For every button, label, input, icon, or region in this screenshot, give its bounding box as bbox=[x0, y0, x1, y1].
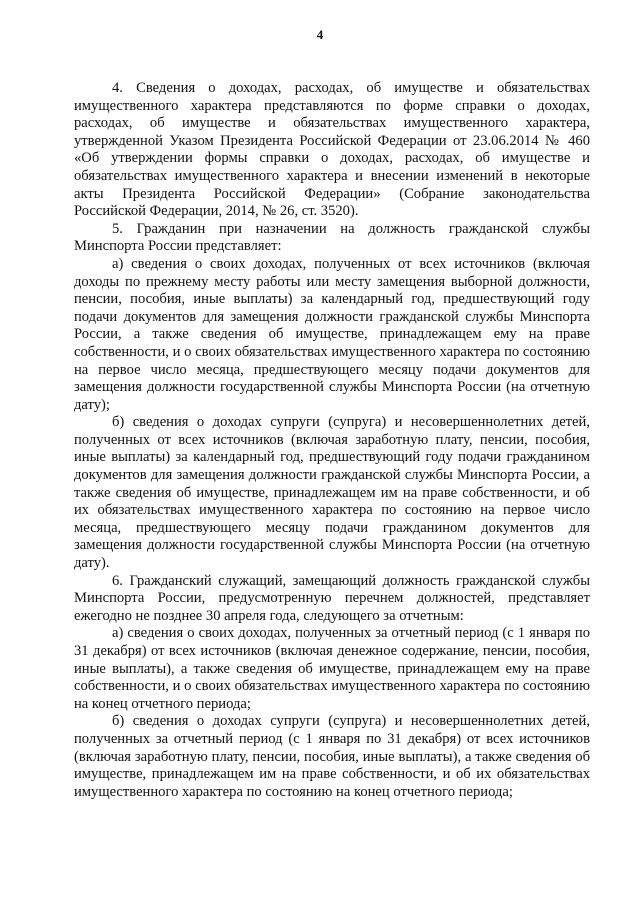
paragraph-5: 5. Гражданин при назначении на должность гражданской службы Минспорта России представляет: bbox=[74, 220, 590, 255]
paragraph-6a: а) сведения о своих доходах, полученных за отчетный период (с 1 января по 31 декабря) от всех источников (включая денежное содержание, пенсии, пособия, иные выплаты), а также сведения об имуществе, принадлежащем ему на праве собственности, и о своих обязательствах имущественного характера по состоянию на конец отчетного периода; bbox=[74, 625, 590, 712]
paragraph-5a: а) сведения о своих доходах, полученных от всех источников (включая доходы по прежнему месту работы или месту замещения выборной должности, пенсии, пособия, иные выплаты) за календарный год, предшествующий году подачи документов для замещения должности гражданской службы Минспорта России, а также сведения об имуществе, принадлежащем ему на праве собственности, и о своих обязательствах имущественного характера по состоянию на первое число месяца, предшествующего месяцу подачи документов для замещения должности государственной службы Минспорта России (на отчетную дату); bbox=[74, 255, 590, 413]
paragraph-5b: б) сведения о доходах супруги (супруга) и несовершеннолетних детей, полученных от всех источников (включая заработную плату, пенсии, пособия, иные выплаты) за календарный год, предшествующий году подачи гражданином документов для замещения должности гражданской службы Минспорта России, а также сведения об имуществе, принадлежащем им на праве собственности, и об их обязательствах имущественного характера по состоянию на первое число месяца, предшествующего месяцу подачи гражданином документов для замещения должности государственной службы Минспорта России (на отчетную дату). bbox=[74, 414, 590, 572]
paragraph-6: 6. Гражданский служащий, замещающий должность гражданской службы Минспорта России, предусмотренную перечнем должностей, представляет ежегодно не позднее 30 апреля года, следующего за отчетным: bbox=[74, 572, 590, 624]
paragraph-4: 4. Сведения о доходах, расходах, об имуществе и обязательствах имущественного характера представляются по форме справки о доходах, расходах, об имуществе и обязательствах имущественного характера, утвержденной Указом Президента Российской Федерации от 23.06.2014 № 460 «Об утверждении формы справки о доходах, расходах, об имуществе и обязательствах имущественного характера и внесении изменений в некоторые акты Президента Российской Федерации» (Собрание законодательства Российской Федерации, 2014, № 26, ст. 3520). bbox=[74, 80, 590, 220]
page-number: 4 bbox=[316, 27, 324, 42]
paragraph-6b: б) сведения о доходах супруги (супруга) и несовершеннолетних детей, полученных за отчетный период (с 1 января по 31 декабря) от всех источников (включая заработную плату, пенсии, пособия, иные выплаты), а также сведения об имуществе, принадлежащем им на праве собственности, и об их обязательствах имущественного характера по состоянию на конец отчетного периода; bbox=[74, 713, 590, 800]
document-body bbox=[74, 80, 590, 801]
